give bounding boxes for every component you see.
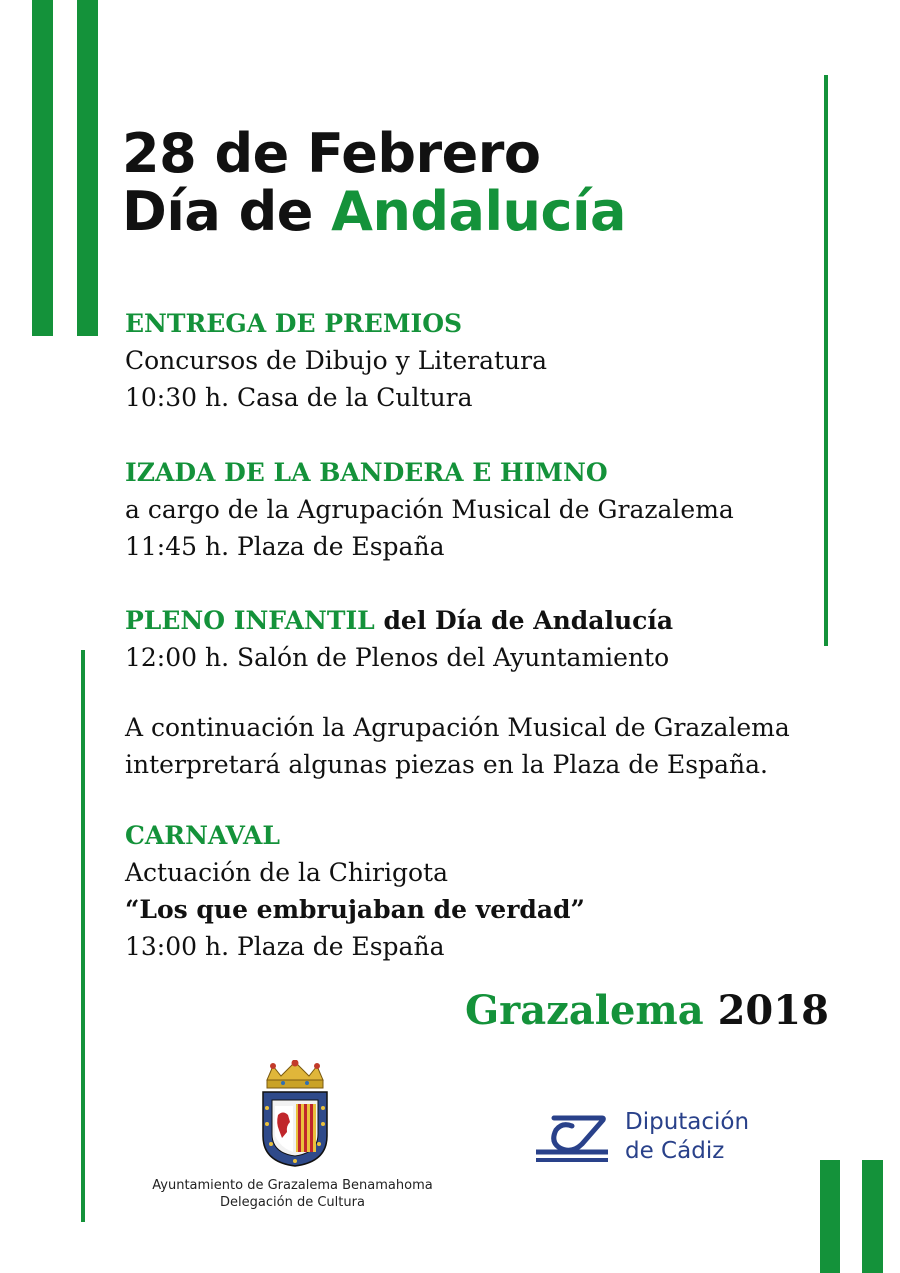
section-heading: ENTREGA DE PREMIOS	[125, 309, 463, 338]
diputacion-line2: de Cádiz	[625, 1138, 725, 1164]
ayuntamiento-caption	[120, 1177, 465, 1211]
section-continuacion	[125, 709, 790, 783]
diputacion-text	[625, 1108, 749, 1166]
section-premios	[125, 305, 547, 416]
section-heading: PLENO INFANTIL	[125, 606, 375, 635]
section-carnaval	[125, 817, 585, 965]
brand-line	[465, 987, 829, 1034]
left-bar-thick-2	[77, 0, 98, 336]
brand-name: Grazalema	[465, 987, 704, 1034]
ayuntamiento-line2: Delegación de Cultura	[220, 1195, 365, 1210]
bottom-right-bar-2	[862, 1160, 883, 1273]
section-heading: IZADA DE LA BANDERA E HIMNO	[125, 458, 608, 487]
right-thin-line	[824, 75, 828, 646]
page-title	[122, 122, 626, 243]
section-line: 13:00 h. Plaza de España	[125, 932, 445, 961]
brand-year: 2018	[703, 987, 829, 1034]
section-heading: CARNAVAL	[125, 821, 280, 850]
left-thin-line	[81, 650, 85, 1222]
section-line: Actuación de la Chirigota	[125, 858, 448, 887]
chirigota-name: “Los que embrujaban de verdad”	[125, 895, 585, 924]
coat-of-arms-icon	[255, 1060, 335, 1168]
left-bar-thick	[32, 0, 53, 336]
title-line2-prefix: Día de	[122, 180, 332, 243]
section-line: 11:45 h. Plaza de España	[125, 532, 445, 561]
title-line1: 28 de Febrero	[122, 122, 541, 185]
diputacion-line1: Diputación	[625, 1109, 750, 1135]
section-heading-suffix: del Día de Andalucía	[374, 606, 674, 635]
section-bandera	[125, 454, 734, 565]
section-pleno	[125, 602, 673, 676]
section-line: 10:30 h. Casa de la Cultura	[125, 383, 473, 412]
section-line: interpretará algunas piezas en la Plaza de España.	[125, 750, 768, 779]
section-line: a cargo de la Agrupación Musical de Grazalema	[125, 495, 734, 524]
title-line2	[122, 180, 626, 243]
bottom-right-bar	[820, 1160, 840, 1273]
section-line: Concursos de Dibujo y Literatura	[125, 346, 547, 375]
ayuntamiento-line1: Ayuntamiento de Grazalema Benamahoma	[152, 1178, 433, 1193]
diputacion-logo-icon	[532, 1112, 612, 1166]
section-heading-row	[125, 602, 673, 639]
section-line: 12:00 h. Salón de Plenos del Ayuntamiento	[125, 643, 670, 672]
section-line: A continuación la Agrupación Musical de Grazalema	[125, 713, 790, 742]
title-highlight: Andalucía	[331, 180, 626, 243]
